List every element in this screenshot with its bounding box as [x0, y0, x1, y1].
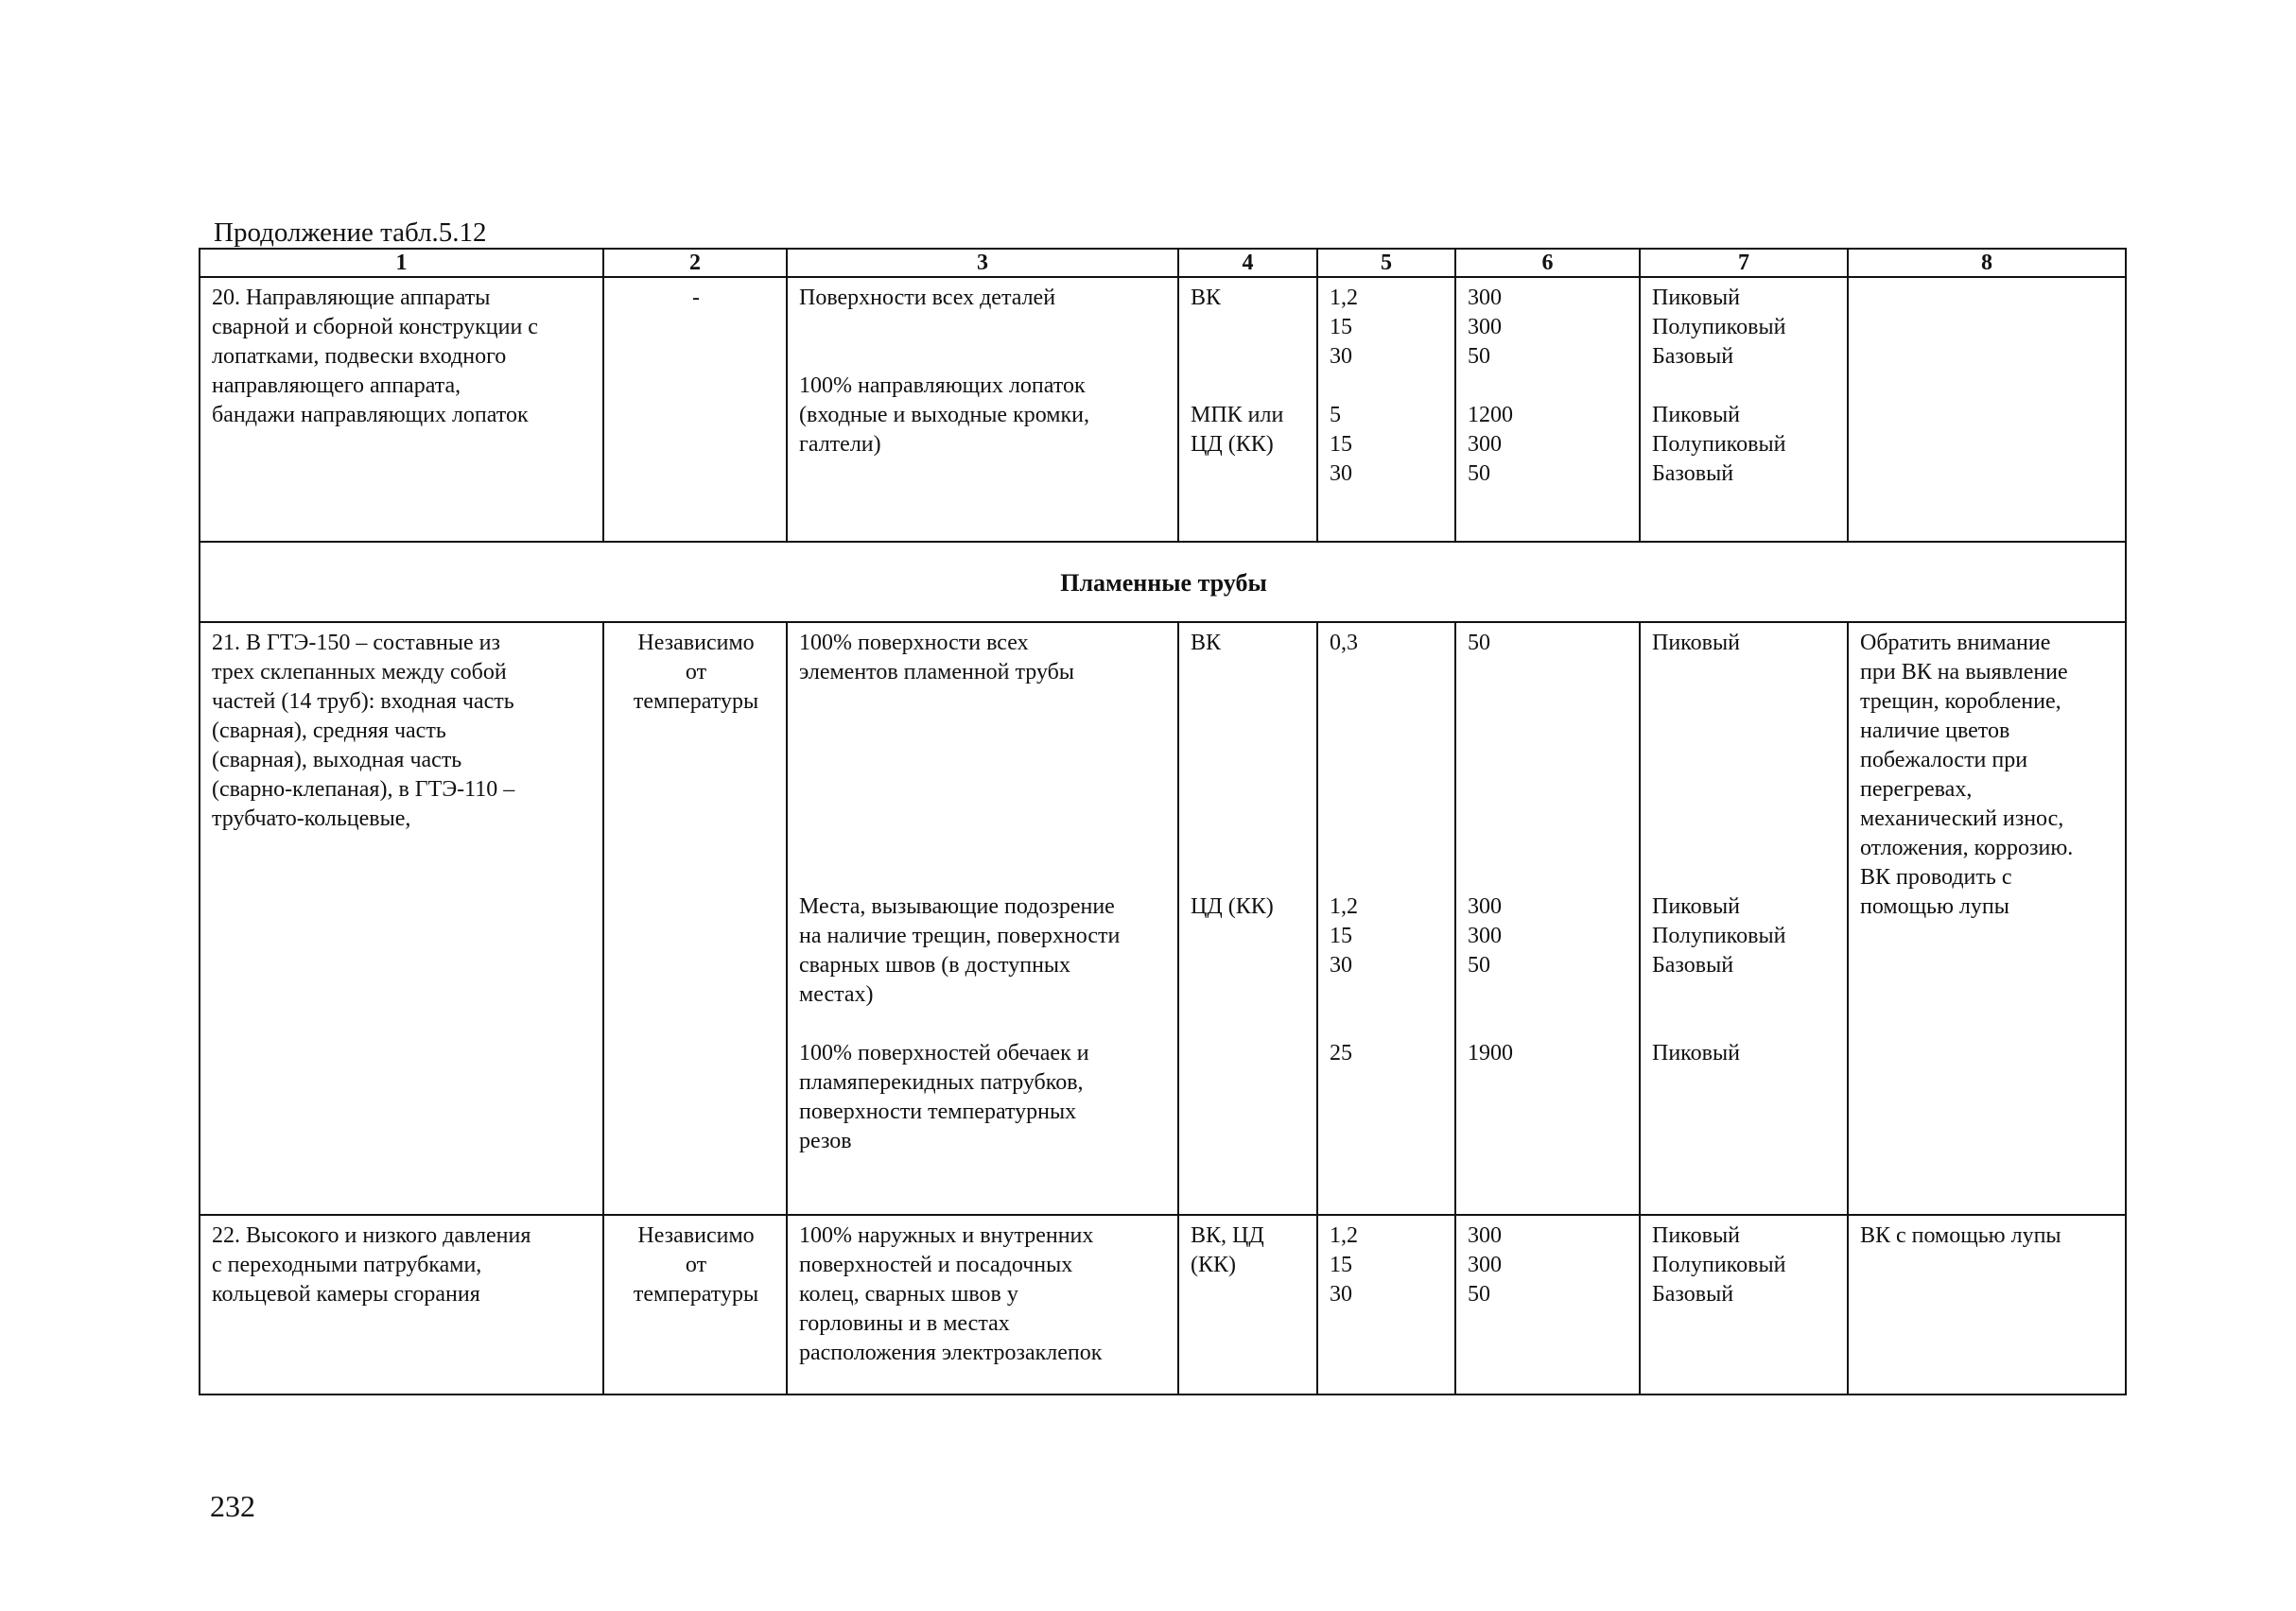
- text-line: расположения электрозаклепок: [799, 1341, 1103, 1365]
- table-caption: Продолжение табл.5.12: [214, 217, 487, 248]
- column-number: 5: [1317, 249, 1455, 277]
- mode-cell: [1640, 1215, 1848, 1394]
- text-line: на наличие трещин, поверхности: [799, 924, 1121, 948]
- text-line: 25: [1330, 1041, 1352, 1065]
- text-line: 5: [1330, 403, 1341, 427]
- text-line: Пиковый: [1652, 631, 1740, 655]
- inspection-table: [199, 248, 2127, 1395]
- text-line: 30: [1330, 953, 1352, 978]
- column-number: 8: [1848, 249, 2126, 277]
- notes-cell: [1848, 277, 2126, 542]
- table-row-22: [200, 1215, 2126, 1394]
- text-line: 50: [1468, 344, 1490, 369]
- interval-cell: [1455, 622, 1640, 1215]
- text-line: 300: [1468, 1223, 1502, 1248]
- notes-cell: [1848, 622, 2126, 1215]
- item-description: [200, 1215, 603, 1394]
- text-line: от: [685, 660, 707, 684]
- text-line: перегревах,: [1860, 777, 1973, 802]
- text-line: пламяперекидных патрубков,: [799, 1070, 1084, 1095]
- text-line: 21. В ГТЭ-150 – составные из: [212, 631, 500, 655]
- column-number: 7: [1640, 249, 1848, 277]
- text-line: 100% поверхностей обечаек и: [799, 1041, 1089, 1065]
- text-line: Независимо: [637, 1223, 755, 1248]
- mode-cell: [1640, 277, 1848, 542]
- text-line: Поверхности всех деталей: [799, 286, 1056, 310]
- inspection-scope-cell: [787, 277, 1178, 542]
- column-number: 2: [603, 249, 787, 277]
- text-line: направляющего аппарата,: [212, 373, 461, 398]
- text-line: 300: [1468, 1253, 1502, 1277]
- text-line: от: [685, 1253, 707, 1277]
- text-line: 50: [1468, 953, 1490, 978]
- text-line: ВК проводить с: [1860, 865, 2012, 890]
- text-line: Пиковый: [1652, 403, 1740, 427]
- interval-cell: [1455, 277, 1640, 542]
- text-line: галтели): [799, 432, 881, 457]
- column-number: 6: [1455, 249, 1640, 277]
- text-line: Полупиковый: [1652, 1253, 1786, 1277]
- text-line: 15: [1330, 924, 1352, 948]
- text-line: 15: [1330, 315, 1352, 339]
- text-line: 20. Направляющие аппараты: [212, 286, 491, 310]
- text-line: частей (14 труб): входная часть: [212, 689, 514, 714]
- text-line: 300: [1468, 924, 1502, 948]
- text-line: Пиковый: [1652, 1041, 1740, 1065]
- text-line: (сварная), средняя часть: [212, 719, 446, 743]
- text-line: 30: [1330, 1282, 1352, 1307]
- text-line: Пиковый: [1652, 894, 1740, 919]
- text-line: Базовый: [1652, 344, 1734, 369]
- text-line: трубчато-кольцевые,: [212, 806, 411, 831]
- text-line: наличие цветов: [1860, 719, 2010, 743]
- text-line: элементов пламенной трубы: [799, 660, 1075, 684]
- text-line: 100% наружных и внутренних: [799, 1223, 1094, 1248]
- text-line: (сварная), выходная часть: [212, 748, 462, 772]
- mode-cell: [1640, 622, 1848, 1215]
- text-line: Места, вызывающие подозрение: [799, 894, 1115, 919]
- text-line: 1200: [1468, 403, 1513, 427]
- section-title: Пламенные трубы: [200, 542, 2126, 622]
- method-cell: [1178, 277, 1317, 542]
- text-line: кольцевой камеры сгорания: [212, 1282, 480, 1307]
- item-description: [200, 277, 603, 542]
- text-line: ВК, ЦД: [1191, 1223, 1264, 1248]
- section-row: [200, 542, 2126, 622]
- text-line: помощью лупы: [1860, 894, 2009, 919]
- text-line: 1,2: [1330, 894, 1358, 919]
- text-line: поверхностей и посадочных: [799, 1253, 1073, 1277]
- text-line: (КК): [1191, 1253, 1236, 1277]
- temperature-cell: [603, 622, 787, 1215]
- text-line: сварных швов (в доступных: [799, 953, 1071, 978]
- text-line: лопатками, подвески входного: [212, 344, 507, 369]
- text-line: 1,2: [1330, 286, 1358, 310]
- text-line: 300: [1468, 286, 1502, 310]
- text-line: механический износ,: [1860, 806, 2064, 831]
- text-line: резов: [799, 1129, 852, 1153]
- text-line: Пиковый: [1652, 1223, 1740, 1248]
- text-line: 50: [1468, 461, 1490, 486]
- text-line: 15: [1330, 432, 1352, 457]
- column-number-row: [200, 249, 2126, 277]
- text-line: 15: [1330, 1253, 1352, 1277]
- text-line: (входные и выходные кромки,: [799, 403, 1089, 427]
- text-line: поверхности температурных: [799, 1100, 1077, 1124]
- volume-cell: [1317, 277, 1455, 542]
- text-line: с переходными патрубками,: [212, 1253, 482, 1277]
- table-row-20: [200, 277, 2126, 542]
- text-line: ВК: [1191, 631, 1222, 655]
- text-line: (сварно-клепаная), в ГТЭ-110 –: [212, 777, 515, 802]
- text-line: 30: [1330, 461, 1352, 486]
- text-line: 1900: [1468, 1041, 1513, 1065]
- text-line: 0,3: [1330, 631, 1358, 655]
- text-line: ВК с помощью лупы: [1860, 1223, 2061, 1248]
- method-cell: [1178, 1215, 1317, 1394]
- inspection-scope-cell: [787, 1215, 1178, 1394]
- text-line: горловины и в местах: [799, 1311, 1010, 1336]
- text-line: 300: [1468, 432, 1502, 457]
- interval-cell: [1455, 1215, 1640, 1394]
- text-line: 50: [1468, 631, 1490, 655]
- text-line: 100% поверхности всех: [799, 631, 1029, 655]
- inspection-scope-cell: [787, 622, 1178, 1215]
- text-line: МПК или: [1191, 403, 1284, 427]
- text-line: Пиковый: [1652, 286, 1740, 310]
- volume-cell: [1317, 1215, 1455, 1394]
- text-line: Базовый: [1652, 953, 1734, 978]
- table-row-21: [200, 622, 2126, 1215]
- method-cell: [1178, 622, 1317, 1215]
- text-line: сварной и сборной конструкции с: [212, 315, 538, 339]
- text-line: ЦД (КК): [1191, 894, 1274, 919]
- text-line: 300: [1468, 315, 1502, 339]
- column-number: 4: [1178, 249, 1317, 277]
- column-number: 3: [787, 249, 1178, 277]
- column-number: 1: [200, 249, 603, 277]
- text-line: Независимо: [637, 631, 755, 655]
- text-line: 22. Высокого и низкого давления: [212, 1223, 531, 1248]
- text-line: Полупиковый: [1652, 315, 1786, 339]
- text-line: Полупиковый: [1652, 432, 1786, 457]
- text-line: ЦД (КК): [1191, 432, 1274, 457]
- text-line: температуры: [633, 1282, 759, 1307]
- text-line: 100% направляющих лопаток: [799, 373, 1086, 398]
- text-line: ВК: [1191, 286, 1222, 310]
- text-line: 300: [1468, 894, 1502, 919]
- text-line: 50: [1468, 1282, 1490, 1307]
- text-line: колец, сварных швов у: [799, 1282, 1018, 1307]
- text-line: 1,2: [1330, 1223, 1358, 1248]
- text-line: отложения, коррозию.: [1860, 836, 2074, 860]
- text-line: Обратить внимание: [1860, 631, 2051, 655]
- text-line: трещин, коробление,: [1860, 689, 2061, 714]
- text-line: Базовый: [1652, 461, 1734, 486]
- text-line: Полупиковый: [1652, 924, 1786, 948]
- temperature-cell: [603, 1215, 787, 1394]
- text-line: бандажи направляющих лопаток: [212, 403, 529, 427]
- text-line: Базовый: [1652, 1282, 1734, 1307]
- text-line: 30: [1330, 344, 1352, 369]
- text-line: при ВК на выявление: [1860, 660, 2068, 684]
- temperature-cell: -: [603, 277, 787, 542]
- volume-cell: [1317, 622, 1455, 1215]
- text-line: побежалости при: [1860, 748, 2028, 772]
- item-description: [200, 622, 603, 1215]
- page-number: 232: [210, 1489, 255, 1523]
- notes-cell: [1848, 1215, 2126, 1394]
- text-line: трех склепанных между собой: [212, 660, 507, 684]
- text-line: температуры: [633, 689, 759, 714]
- text-line: местах): [799, 982, 874, 1007]
